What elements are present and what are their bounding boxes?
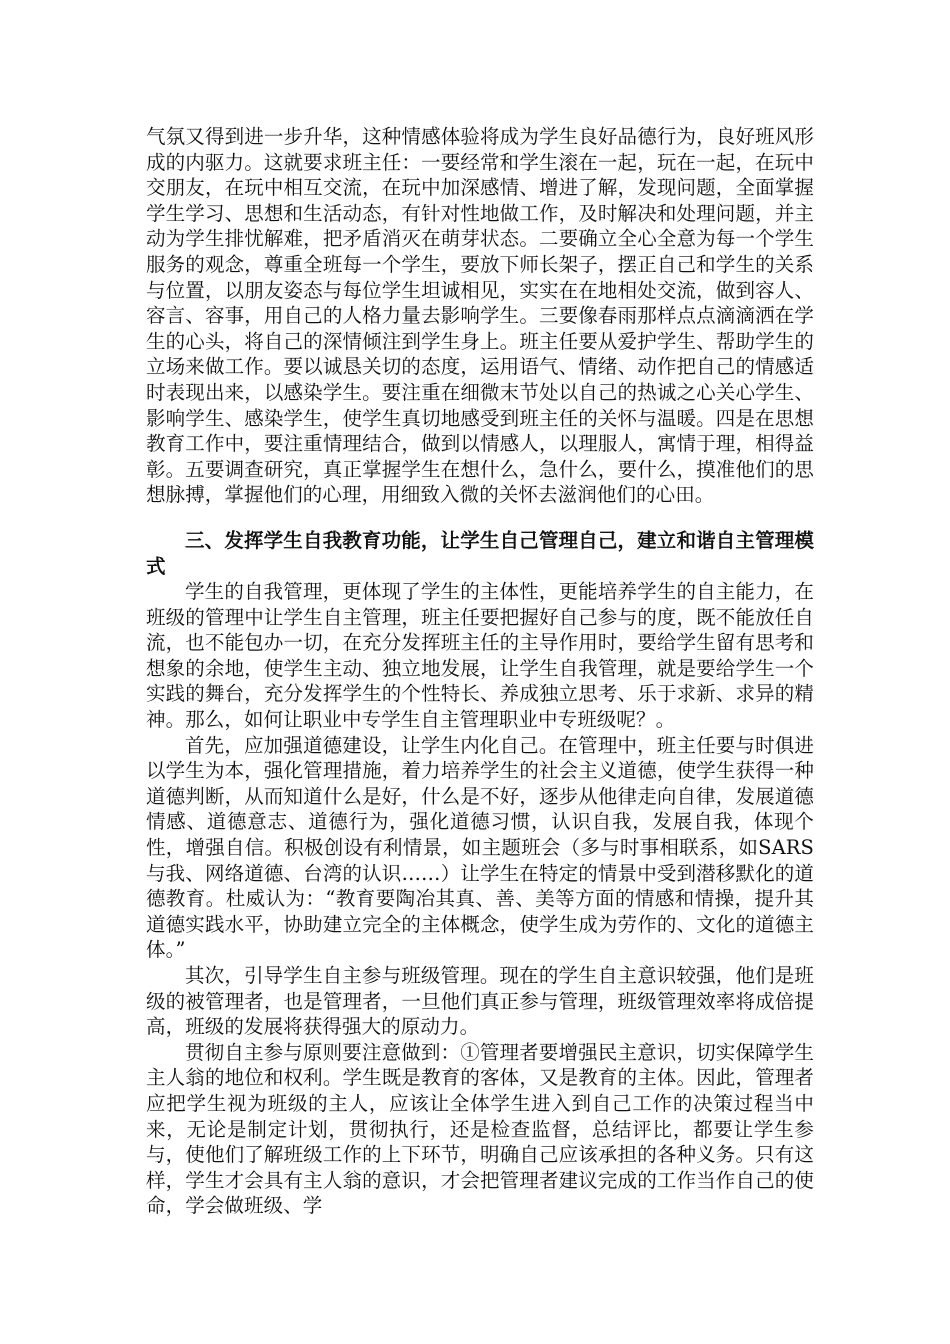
paragraph-moral-building: 首先，应加强道德建设，让学生内化自己。在管理中，班主任要与时俱进以学生为本，强化管理措施，着力培养学生的社会主义道德，使学生获得一种道德判断，从而知道什么是好，什么是不好，逐步从他律走向自律，发展道德情感、道德意志、道德行为，强化道德习惯，认识自我，发展自我，体现个性，增强自信。积极创设有利情景，如主题班会（多与时事相联系，如SARS与我、网络道德、台湾的认识……）让学生在特定的情景中受到潜移默化的道德教育。杜威认为：“教育要陶冶其真、善、美等方面的情感和情操，提升其道德实践水平，协助建立完全的主体概念，使学生成为劳作的、文化的道德主体。” <box>146 733 814 962</box>
paragraph-participation: 其次，引导学生自主参与班级管理。现在的学生自主意识较强，他们是班级的被管理者，也是管理者，一旦他们真正参与管理，班级管理效率将成倍提高，班级的发展将获得强大的原动力。 <box>146 964 814 1039</box>
paragraph-gap <box>146 508 814 528</box>
document-body <box>146 124 814 1219</box>
paragraph-continuation: 气氛又得到进一步升华，这种情感体验将成为学生良好品德行为，良好班风形成的内驱力。这就要求班主任：一要经常和学生滚在一起，玩在一起，在玩中交朋友，在玩中相互交流，在玩中加深感情、增进了解，发现问题，全面掌握学生学习、思想和生活动态，有针对性地做工作，及时解决和处理问题，并主动为学生排忧解难，把矛盾消灭在萌芽状态。二要确立全心全意为每一个学生服务的观念，尊重全班每一个学生，要放下师长架子，摆正自己和学生的关系与位置，以朋友姿态与每位学生坦诚相见，实实在在地相处交流，做到容人、容言、容事，用自己的人格力量去影响学生。三要像春雨那样点点滴滴洒在学生的心头，将自己的深情倾注到学生身上。班主任要从爱护学生、帮助学生的立场来做工作。要以诚恳关切的态度，运用语气、情绪、动作把自己的情感适时表现出来，以感染学生。要注重在细微末节处以自己的热诚之心关心学生、影响学生、感染学生，使学生真切地感受到班主任的关怀与温暖。四是在思想教育工作中，要注重情理结合，做到以情感人，以理服人，寓情于理，相得益彰。五要调查研究，真正掌握学生在想什么，急什么，要什么，摸准他们的思想脉搏，掌握他们的心理，用细致入微的关怀去滋润他们的心田。 <box>146 125 814 507</box>
paragraph-principles: 贯彻自主参与原则要注意做到：①管理者要增强民主意识，切实保障学生主人翁的地位和权利。学生既是教育的客体，又是教育的主体。因此，管理者应把学生视为班级的主人，应该让全体学生进入到自己工作的决策过程当中来，无论是制定计划，贯彻执行，还是检查监督，总结评比，都要让学生参与，使他们了解班级工作的上下环节，明确自己应该承担的各种义务。只有这样，学生才会具有主人翁的意识，才会把管理者建议完成的工作当作自己的使命，学会做班级、学 <box>146 1040 814 1218</box>
paragraph-self-management: 学生的自我管理，更体现了学生的主体性，更能培养学生的自主能力，在班级的管理中让学生自主管理，班主任要把握好自己参与的度，既不能放任自流，也不能包办一切，在充分发挥班主任的主导作用时，要给学生留有思考和想象的余地，使学生主动、独立地发展，让学生自我管理，就是要给学生一个实践的舞台，充分发挥学生的个性特长、养成独立思考、乐于求新、求异的精神。那么，如何让职业中专学生自主管理职业中专班级呢？。 <box>146 580 814 732</box>
section-heading: 三、发挥学生自我教育功能，让学生自己管理自己，建立和谐自主管理模式 <box>146 528 814 578</box>
